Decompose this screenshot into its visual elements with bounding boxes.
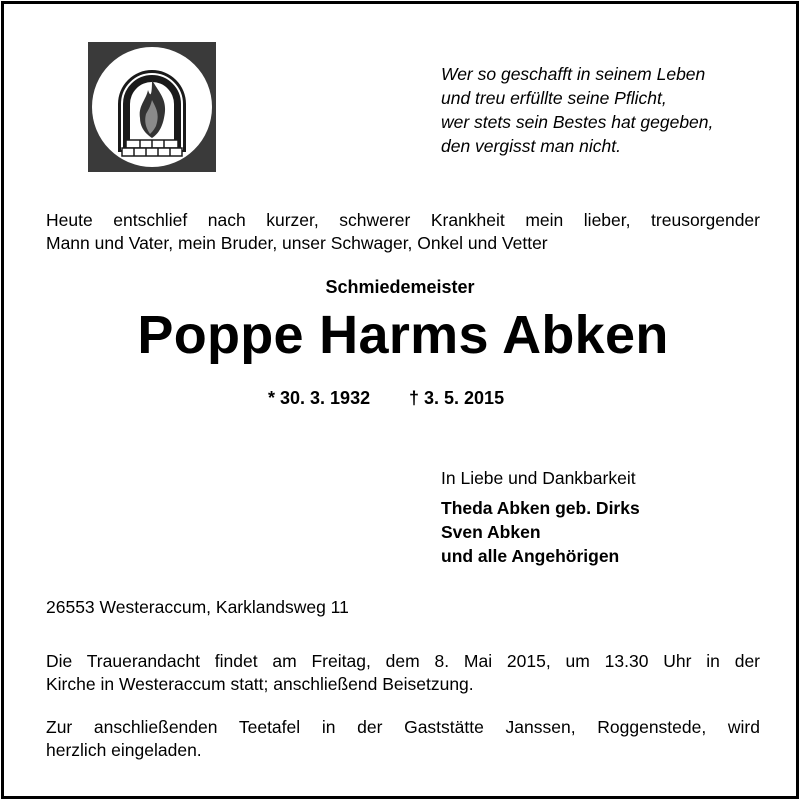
mourner-name: Theda Abken geb. Dirks — [441, 498, 640, 518]
poem — [441, 62, 781, 158]
horseshoe-flame-icon — [88, 42, 216, 172]
intro-text — [46, 209, 760, 255]
poem-line: Wer so geschafft in seinem Leben — [441, 64, 706, 84]
intro-line-1: Heute entschlief nach kurzer, schwerer Krankheit mein lieber, treusorgender — [46, 210, 760, 230]
intro-line-2: Mann und Vater, mein Bruder, unser Schwager, Onkel und Vetter — [46, 233, 548, 253]
death-date: † 3. 5. 2015 — [409, 388, 505, 408]
address: 26553 Westeraccum, Karklandsweg 11 — [46, 597, 349, 617]
service-notice — [46, 650, 760, 696]
poem-line: wer stets sein Bestes hat gegeben, — [441, 112, 714, 132]
service-line-1: Die Trauerandacht findet am Freitag, dem 8. Mai 2015, um 13.30 Uhr in der — [46, 651, 760, 671]
deceased-title: Schmiedemeister — [325, 277, 475, 297]
signoff-intro: In Liebe und Dankbarkeit — [441, 468, 636, 488]
service-line-2: Kirche in Westeraccum statt; anschließend Beisetzung. — [46, 674, 474, 694]
mourner-name: und alle Angehörigen — [441, 546, 620, 566]
poem-line: den vergisst man nicht. — [441, 136, 621, 156]
mourner-name: Sven Abken — [441, 522, 541, 542]
teatime-line-2: herzlich eingeladen. — [46, 740, 202, 760]
teatime-notice — [46, 716, 760, 762]
birth-date: * 30. 3. 1932 — [268, 388, 371, 408]
poem-line: und treu erfüllte seine Pflicht, — [441, 88, 667, 108]
teatime-line-1: Zur anschließenden Teetafel in der Gaststätte Janssen, Roggenstede, wird — [46, 717, 760, 737]
signoff — [441, 466, 640, 568]
deceased-name: Poppe Harms Abken — [137, 305, 669, 365]
brick-row-2 — [122, 148, 182, 156]
emblem-graphic — [88, 42, 216, 172]
